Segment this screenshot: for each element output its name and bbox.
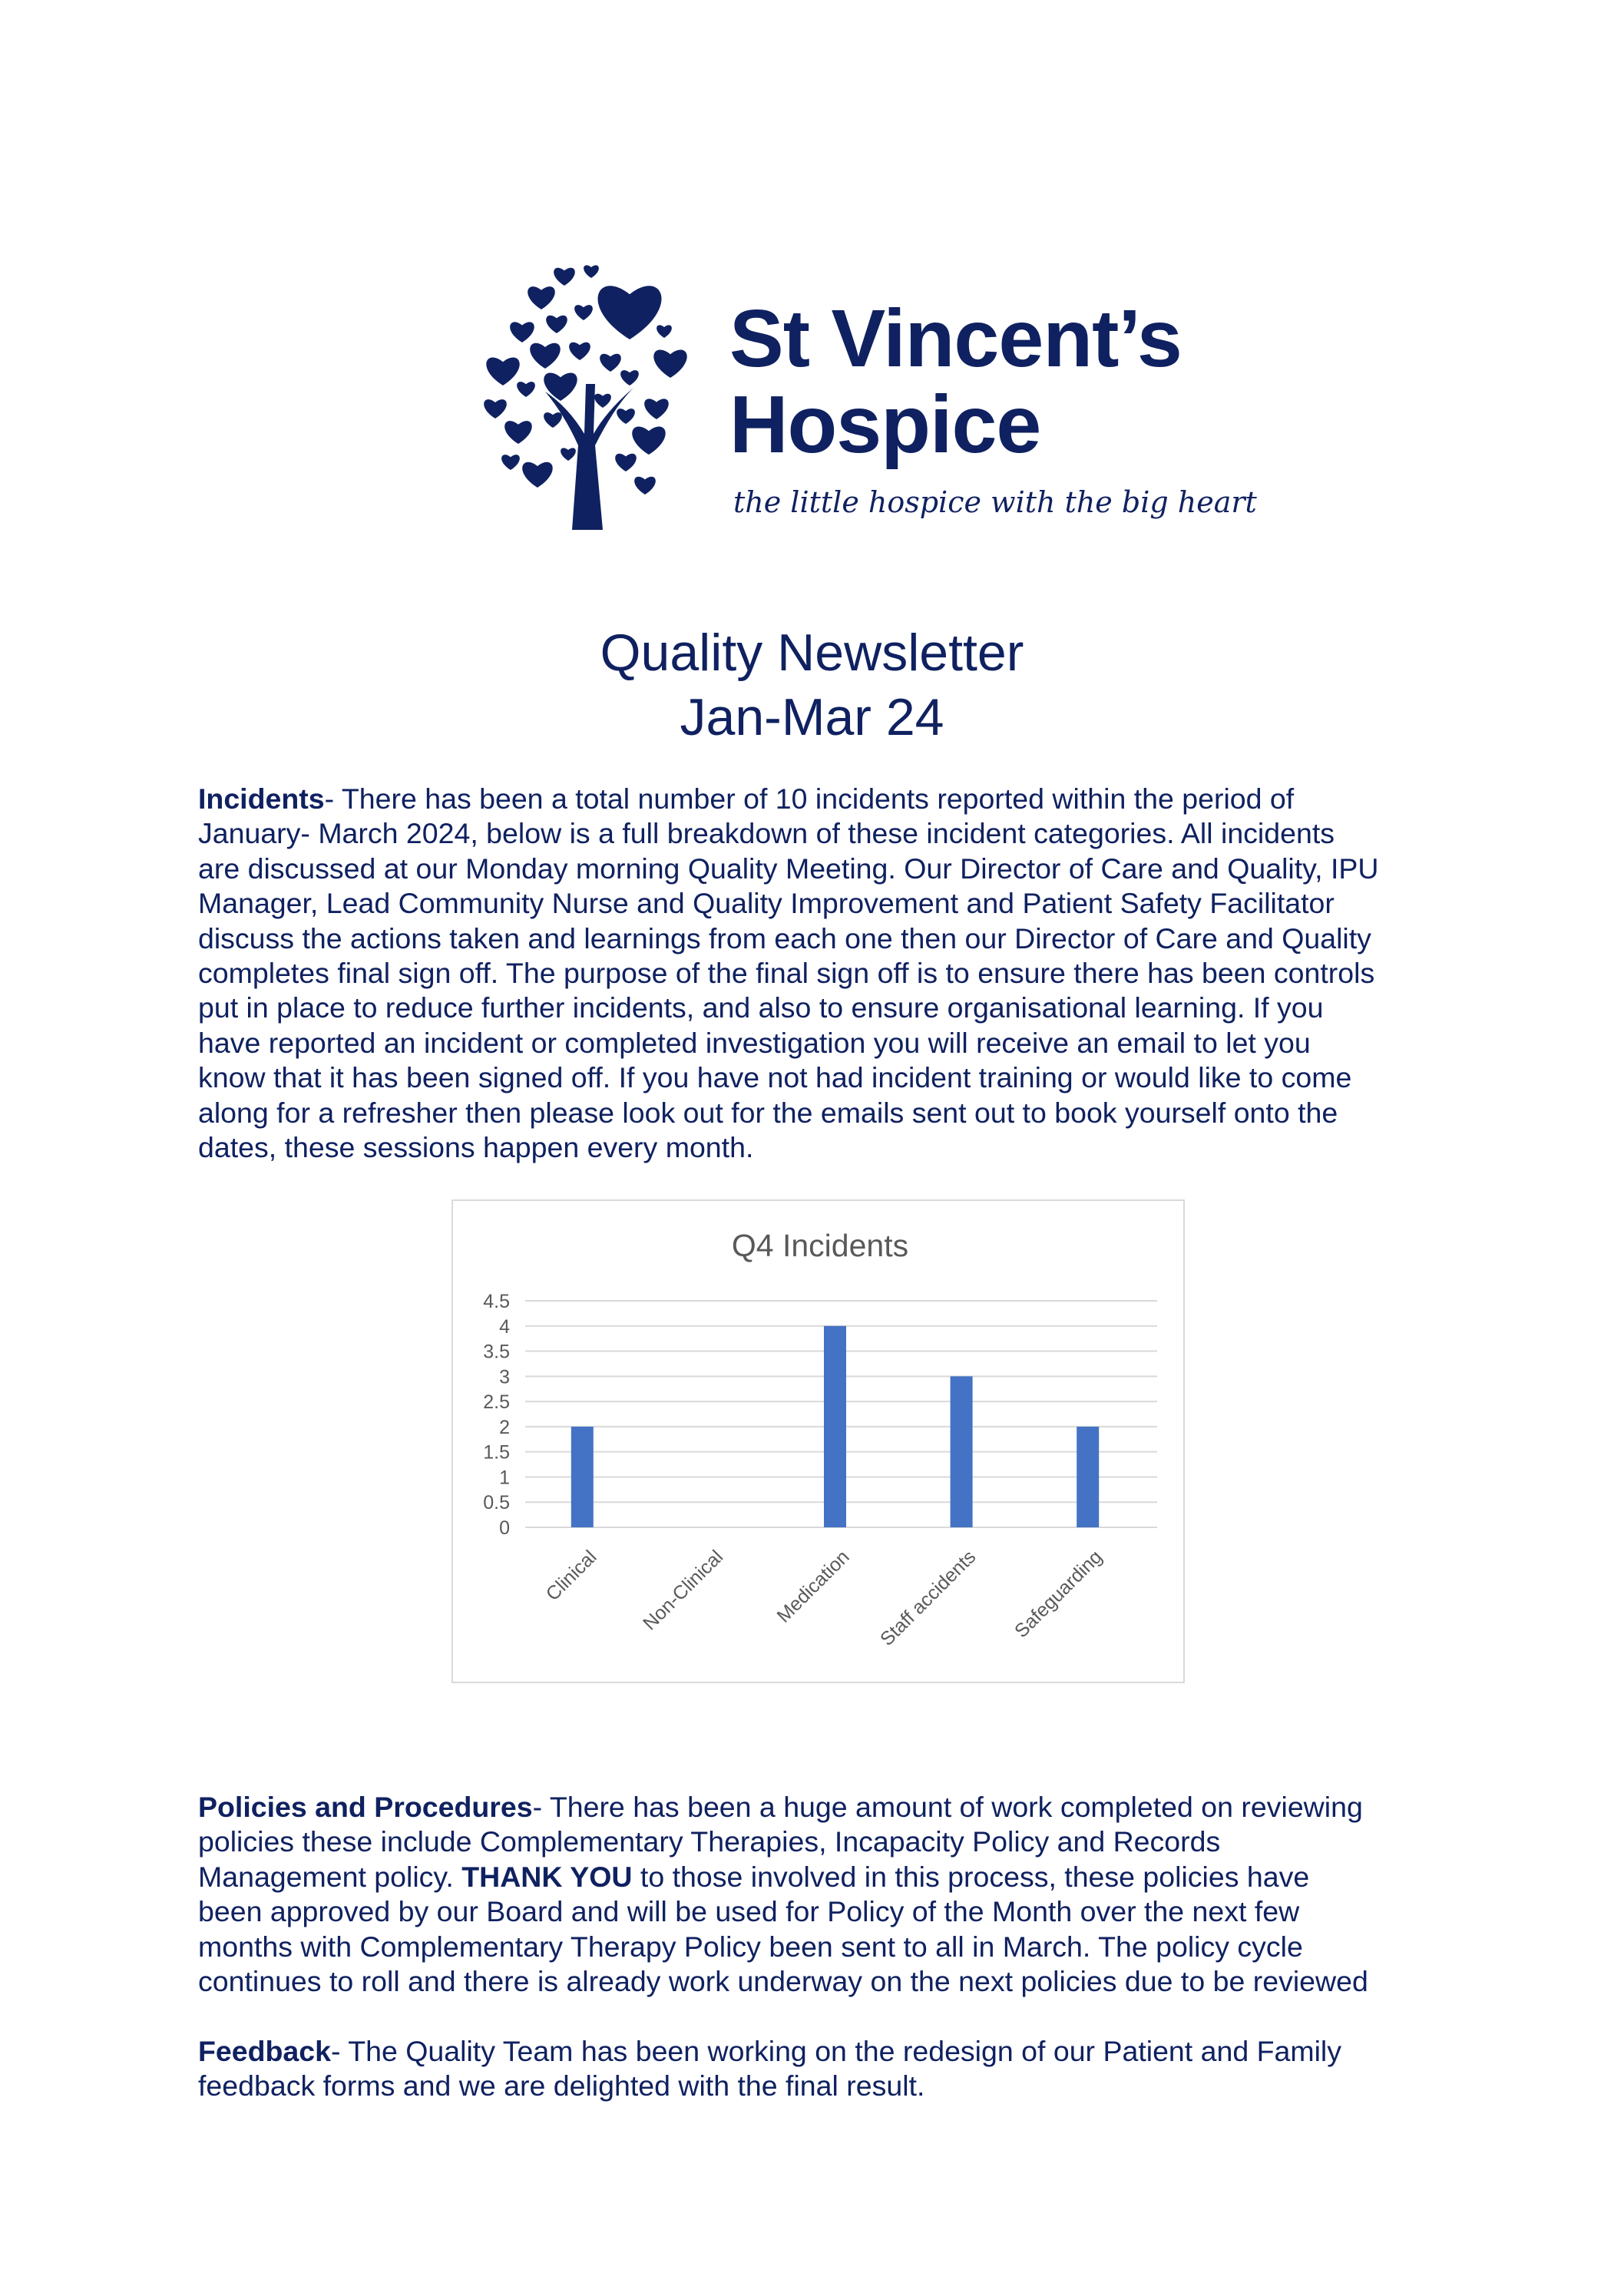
- text-line: - There has been a huge amount of work completed on reviewing: [532, 1791, 1363, 1823]
- logo-tagline: the little hospice with the big heart: [733, 485, 1257, 519]
- heart-icon: [546, 316, 567, 333]
- incidents-chart: [451, 1199, 1185, 1683]
- feedback-heading: Feedback: [198, 2035, 331, 2067]
- heart-icon: [528, 286, 555, 309]
- incidents-heading: Incidents: [198, 782, 325, 815]
- heart-icon: [569, 342, 590, 360]
- text-line: have reported an incident or completed investigation you will receive an email to let you: [198, 1026, 1311, 1059]
- heart-icon: [510, 322, 534, 342]
- text-line: know that it has been signed off. If you have not had incident training or would like to come: [198, 1061, 1352, 1094]
- thank-you-emphasis: THANK YOU: [461, 1860, 633, 1893]
- chart-title: Q4 Incidents: [731, 1228, 909, 1263]
- heart-icon: [634, 477, 656, 495]
- heart-icon: [544, 372, 577, 401]
- bar-staff-accidents: [951, 1376, 973, 1527]
- heart-icon: [653, 349, 686, 378]
- heart-icon: [517, 382, 535, 397]
- text-line: are discussed at our Monday morning Quality Meeting. Our Director of Care and Quality, IPU: [198, 852, 1379, 885]
- text-line: to those involved in this process, these policies have: [632, 1860, 1310, 1893]
- heart-icon: [522, 462, 553, 488]
- bar-safeguarding: [1077, 1427, 1099, 1527]
- heart-icon: [574, 305, 593, 320]
- heart-icon: [530, 343, 561, 369]
- heart-icon: [657, 325, 672, 338]
- x-tick-label: Medication: [772, 1546, 854, 1627]
- text-line: put in place to reduce further incidents, and also to ensure organisational learning. If you: [198, 991, 1324, 1024]
- heart-icon: [504, 421, 532, 444]
- heart-icon: [617, 409, 635, 424]
- heart-icon: [598, 286, 662, 339]
- heart-icon: [561, 448, 576, 461]
- policies-heading: Policies and Procedures: [198, 1791, 533, 1823]
- y-tick-label: 1.5: [483, 1441, 510, 1464]
- heart-icon: [584, 265, 599, 278]
- x-tick-label: Clinical: [541, 1546, 601, 1606]
- y-tick-label: 3.5: [483, 1341, 510, 1363]
- heart-icon: [632, 426, 665, 455]
- text-line: completes final sign off. The purpose of the final sign off is to ensure there has been controls: [198, 957, 1375, 990]
- text-line: dates, these sessions happen every month.: [198, 1131, 754, 1164]
- newsletter-title: Quality Newsletter: [600, 624, 1024, 682]
- policies-paragraph: [198, 1790, 1457, 1999]
- text-line: - There has been a total number of 10 incidents reported within the period of: [324, 782, 1295, 815]
- text-line: - The Quality Team has been working on the redesign of our Patient and Family: [331, 2035, 1342, 2067]
- heart-icon: [620, 370, 639, 385]
- newsletter-period: Jan-Mar 24: [680, 688, 944, 746]
- text-line: feedback forms and we are delighted with the final result.: [198, 2069, 925, 2102]
- y-tick-label: 3: [499, 1366, 510, 1388]
- x-tick-label: Staff accidents: [875, 1546, 981, 1650]
- heart-icon: [600, 354, 621, 372]
- heart-icon: [644, 399, 669, 419]
- heart-icon: [486, 357, 519, 385]
- text-line: continues to roll and there is already work underway on the next policies due to be reviewed: [198, 1965, 1368, 1998]
- heart-icon: [594, 394, 611, 408]
- text-line: along for a refresher then please look out for the emails sent out to book yourself onto the: [198, 1096, 1338, 1129]
- heart-icon: [544, 412, 562, 428]
- y-tick-label: 2: [499, 1416, 510, 1438]
- x-tick-label: Non-Clinical: [639, 1546, 728, 1635]
- y-tick-label: 1: [499, 1467, 510, 1489]
- text-line: months with Complementary Therapy Policy been sent to all in March. The policy cycle: [198, 1930, 1303, 1963]
- y-tick-label: 4.5: [483, 1291, 510, 1312]
- text-line: been approved by our Board and will be used for Policy of the Month over the next few: [198, 1895, 1300, 1928]
- chart-canvas: [453, 1201, 1186, 1685]
- heart-icon: [554, 268, 575, 286]
- heart-icon: [484, 399, 507, 419]
- y-tick-label: 0.5: [483, 1492, 510, 1514]
- text-line: Manager, Lead Community Nurse and Quality Improvement and Patient Safety Facilitator: [198, 887, 1335, 920]
- y-tick-label: 4: [499, 1315, 510, 1338]
- x-tick-label: Safeguarding: [1010, 1546, 1106, 1643]
- text-line: January- March 2024, below is a full breakdown of these incident categories. All incidents: [198, 817, 1335, 850]
- logo-name-line1: St Vincent’s: [729, 293, 1182, 384]
- feedback-paragraph: [198, 2034, 1457, 2104]
- y-tick-label: 0: [499, 1517, 510, 1539]
- logo-tree-icon: [480, 253, 695, 530]
- bar-medication: [824, 1326, 846, 1527]
- y-tick-label: 2.5: [483, 1391, 510, 1414]
- text-line: Management policy.: [198, 1860, 462, 1893]
- text-line: discuss the actions taken and learnings from each one then our Director of Care and Quality: [198, 921, 1371, 954]
- text-line: policies these include Complementary Therapies, Incapacity Policy and Records: [198, 1825, 1221, 1858]
- logo-name-line2: Hospice: [729, 379, 1041, 470]
- heart-icon: [501, 455, 520, 470]
- incidents-paragraph: [198, 782, 1457, 1165]
- heart-icon: [615, 454, 637, 471]
- bar-clinical: [571, 1427, 594, 1527]
